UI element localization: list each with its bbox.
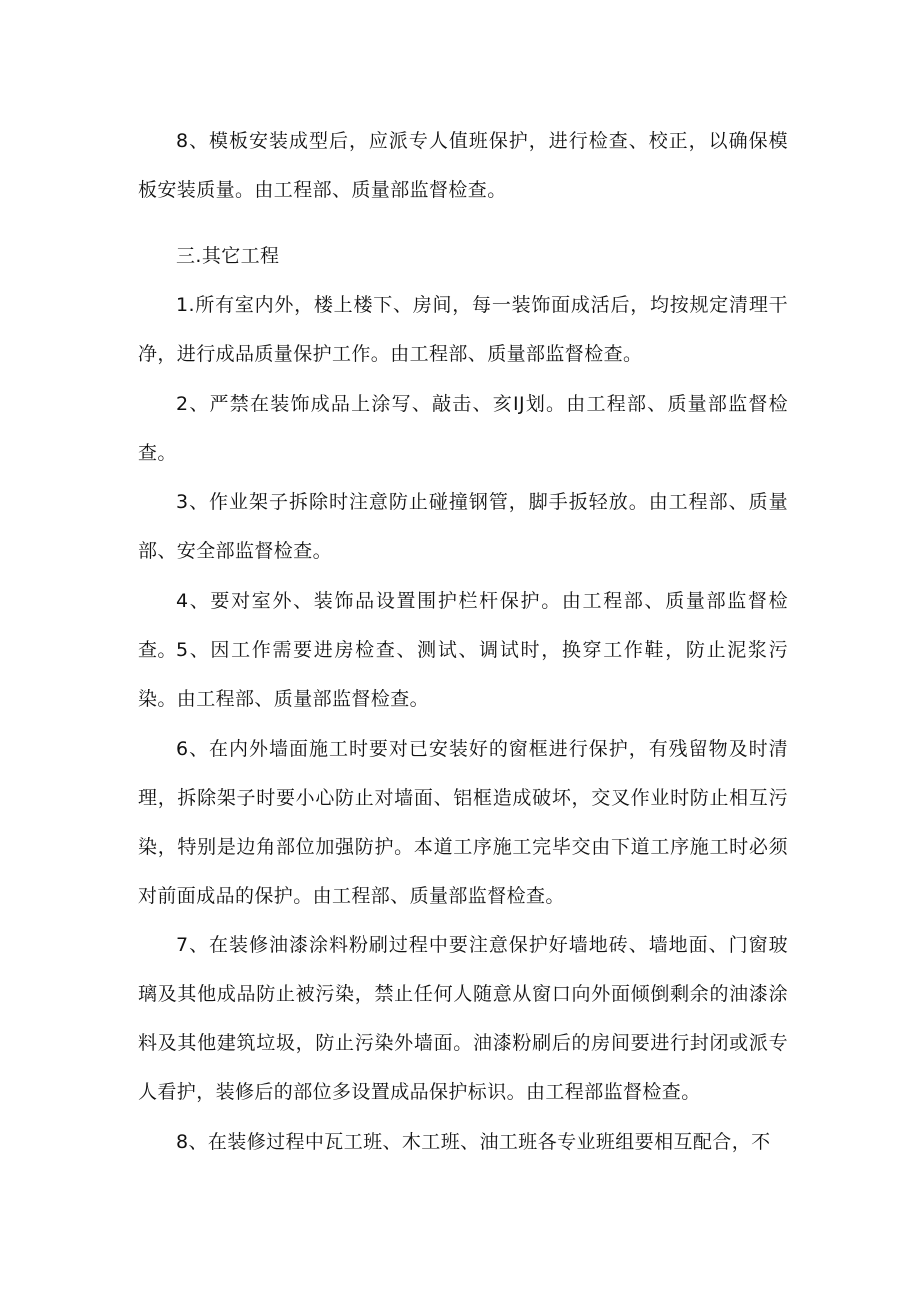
paragraph-item-3: 3、作业架子拆除时注意防止碰撞钢管，脚手扳轻放。由工程部、质量部、安全部监督检查。 — [138, 491, 788, 562]
section-heading-other-works: 三.其它工程 — [176, 245, 280, 267]
paragraph-item-2: 2、严禁在装饰成品上涂写、敲击、亥IJ划。由工程部、质量部监督检查。 — [138, 393, 788, 464]
paragraph-item-8: 8、在装修过程中瓦工班、木工班、油工班各专业班组要相互配合，不 — [176, 1131, 771, 1153]
paragraph-item-4: 4、要对室外、装饰品设置围护栏杆保护。由工程部、质量部监督检查。 — [138, 590, 788, 661]
paragraph-item-1: 1.所有室内外，楼上楼下、房间，每一装饰面成活后，均按规定清理干净，进行成品质量保护工作。由工程部、质量部监督检查。 — [138, 294, 788, 365]
paragraph-item-7: 7、在装修油漆涂料粉刷过程中要注意保护好墙地砖、墙地面、门窗玻璃及其他成品防止被污染，禁止任何人随意从窗口向外面倾倒剩余的油漆涂料及其他建筑垃圾，防止污染外墙面。油漆粉刷后的房间要进行封闭或派专人看护，装修后的部位多设置成品保护标识。由工程部监督检查。 — [138, 934, 788, 1103]
paragraph-item-6: 6、在内外墙面施工时要对已安装好的窗框进行保护，有残留物及时清理，拆除架子时要小心防止对墙面、铝框造成破坏，交叉作业时防止相互污染，特别是边角部位加强防护。本道工序施工完毕交由下道工序施工时必须对前面成品的保护。由工程部、质量部监督检查。 — [138, 738, 788, 907]
paragraph-formwork-protection: 8、模板安装成型后，应派专人值班保护，进行检查、校正，以确保模板安装质量。由工程部、质量部监督检查。 — [138, 130, 788, 201]
paragraph-item-5: 5、因工作需要进房检查、测试、调试时，换穿工作鞋，防止泥浆污染。由工程部、质量部监督检查。 — [138, 639, 788, 710]
